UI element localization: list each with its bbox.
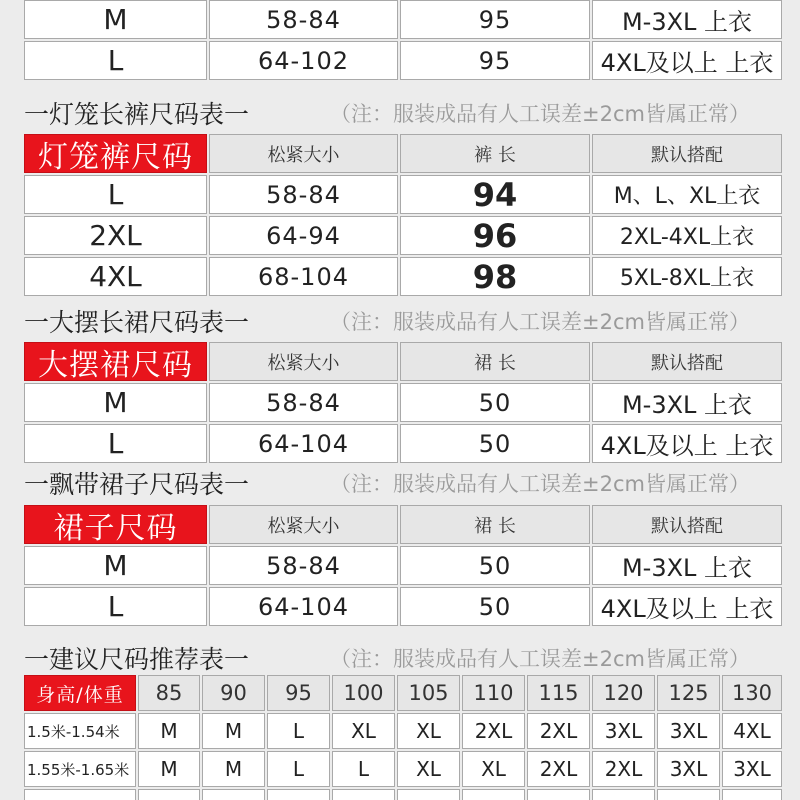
recommended-size-cell: L (332, 751, 395, 787)
recommended-size-cell (332, 789, 395, 800)
recommended-size-cell: L (267, 751, 330, 787)
waist-cell: 68-104 (209, 257, 398, 296)
recommended-size-cell: XL (397, 751, 460, 787)
match-cell: 4XL及以上 上衣 (592, 41, 782, 80)
weight-header: 95 (267, 675, 330, 711)
size-cell: L (24, 175, 207, 214)
size-cell: 4XL (24, 257, 207, 296)
recommended-size-cell: M (138, 713, 200, 749)
weight-header: 85 (138, 675, 200, 711)
match-cell: M-3XL 上衣 (592, 0, 782, 39)
height-range-cell: 1.5米-1.54米 (24, 713, 136, 749)
recommended-size-cell (592, 789, 655, 800)
recommended-size-cell: M (138, 751, 200, 787)
length-cell: 94 (400, 175, 590, 214)
size-cell: L (24, 587, 207, 626)
column-header-waist: 松紧大小 (209, 134, 398, 173)
column-header-match: 默认搭配 (592, 134, 782, 173)
column-header-length: 裤 长 (400, 134, 590, 173)
weight-header: 100 (332, 675, 395, 711)
waist-cell: 58-84 (209, 0, 398, 39)
column-header-match: 默认搭配 (592, 342, 782, 381)
recommended-size-cell: 3XL (657, 713, 720, 749)
section-heading: 一灯笼长裤尺码表一 (24, 100, 250, 129)
waist-cell: 58-84 (209, 175, 398, 214)
section-heading: 一建议尺码推荐表一 (24, 645, 250, 674)
waist-cell: 64-94 (209, 216, 398, 255)
length-cell: 50 (400, 383, 590, 422)
recommended-size-cell (202, 789, 265, 800)
tolerance-note: （注：服装成品有人工误差±2cm皆属正常） (330, 647, 750, 671)
recommended-size-cell: 4XL (722, 713, 782, 749)
length-cell: 50 (400, 546, 590, 585)
recommended-size-cell: M (202, 713, 265, 749)
size-cell: M (24, 0, 207, 39)
size-cell: L (24, 41, 207, 80)
table-label: 裙子尺码 (24, 505, 207, 544)
weight-header: 110 (462, 675, 525, 711)
weight-header: 115 (527, 675, 590, 711)
section-heading: 一飘带裙子尺码表一 (24, 470, 250, 499)
column-header-length: 裙 长 (400, 342, 590, 381)
length-cell: 50 (400, 424, 590, 463)
recommended-size-cell: M (202, 751, 265, 787)
recommended-size-cell: 2XL (592, 751, 655, 787)
weight-header: 130 (722, 675, 782, 711)
recommended-size-cell: L (267, 713, 330, 749)
recommended-size-cell: 3XL (722, 751, 782, 787)
match-cell: 2XL-4XL上衣 (592, 216, 782, 255)
column-header-match: 默认搭配 (592, 505, 782, 544)
waist-cell: 58-84 (209, 383, 398, 422)
length-cell: 98 (400, 257, 590, 296)
height-range-cell: 1.55米-1.65米 (24, 751, 136, 787)
weight-header: 90 (202, 675, 265, 711)
size-cell: M (24, 383, 207, 422)
column-header-waist: 松紧大小 (209, 342, 398, 381)
recommended-size-cell (267, 789, 330, 800)
weight-header: 105 (397, 675, 460, 711)
recommended-size-cell: XL (332, 713, 395, 749)
tolerance-note: （注：服装成品有人工误差±2cm皆属正常） (330, 472, 750, 496)
section-heading: 一大摆长裙尺码表一 (24, 308, 250, 337)
table-label: 大摆裙尺码 (24, 342, 207, 381)
recommended-size-cell (527, 789, 590, 800)
recommended-size-cell (462, 789, 525, 800)
size-cell: L (24, 424, 207, 463)
waist-cell: 58-84 (209, 546, 398, 585)
recommended-size-cell: 3XL (657, 751, 720, 787)
height-range-cell (24, 789, 136, 800)
waist-cell: 64-104 (209, 587, 398, 626)
table-corner-label: 身高/体重 (24, 675, 136, 711)
recommended-size-cell: XL (397, 713, 460, 749)
recommended-size-cell: XL (462, 751, 525, 787)
match-cell: M-3XL 上衣 (592, 383, 782, 422)
match-cell: M、L、XL上衣 (592, 175, 782, 214)
match-cell: 4XL及以上 上衣 (592, 424, 782, 463)
match-cell: 5XL-8XL上衣 (592, 257, 782, 296)
recommended-size-cell (397, 789, 460, 800)
waist-cell: 64-104 (209, 424, 398, 463)
size-cell: 2XL (24, 216, 207, 255)
size-cell: M (24, 546, 207, 585)
weight-header: 120 (592, 675, 655, 711)
waist-cell: 64-102 (209, 41, 398, 80)
tolerance-note: （注：服装成品有人工误差±2cm皆属正常） (330, 310, 750, 334)
length-cell: 50 (400, 587, 590, 626)
column-header-waist: 松紧大小 (209, 505, 398, 544)
recommended-size-cell (722, 789, 782, 800)
length-cell: 96 (400, 216, 590, 255)
recommended-size-cell: 3XL (592, 713, 655, 749)
recommended-size-cell: 2XL (527, 713, 590, 749)
length-cell: 95 (400, 0, 590, 39)
match-cell: 4XL及以上 上衣 (592, 587, 782, 626)
match-cell: M-3XL 上衣 (592, 546, 782, 585)
recommended-size-cell (138, 789, 200, 800)
recommended-size-cell: 2XL (462, 713, 525, 749)
tolerance-note: （注：服装成品有人工误差±2cm皆属正常） (330, 102, 750, 126)
table-label: 灯笼裤尺码 (24, 134, 207, 173)
recommended-size-cell (657, 789, 720, 800)
column-header-length: 裙 长 (400, 505, 590, 544)
weight-header: 125 (657, 675, 720, 711)
length-cell: 95 (400, 41, 590, 80)
recommended-size-cell: 2XL (527, 751, 590, 787)
